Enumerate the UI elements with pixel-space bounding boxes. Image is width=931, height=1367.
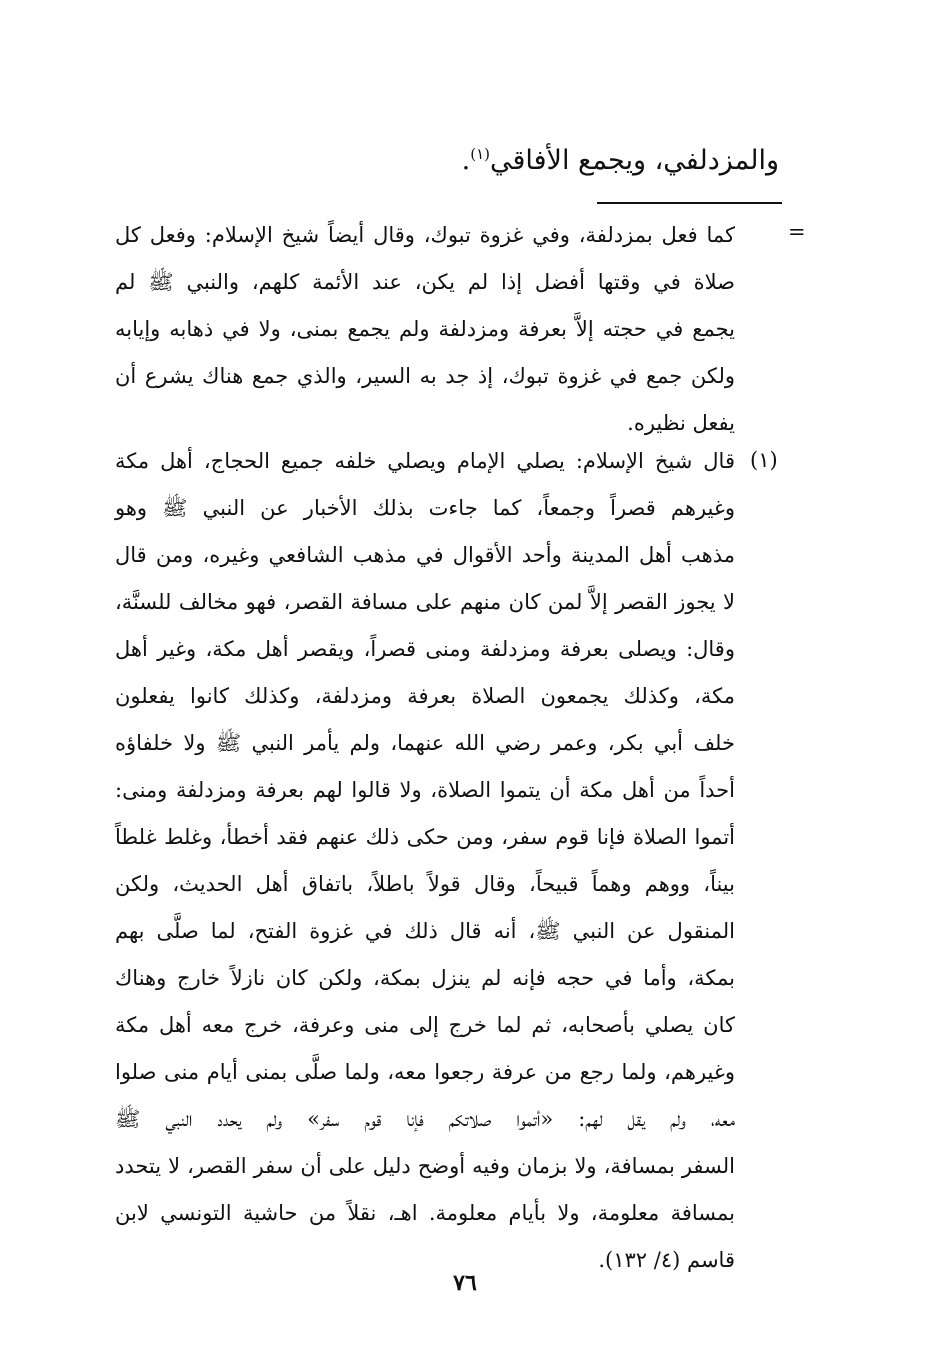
footnote-line: بمكة، وأما في حجه فإنه لم ينزل بمكة، ولكن كان نازلاً خارج وهناك bbox=[115, 966, 735, 990]
footnote-line: لا يجوز القصر إلاَّ لمن كان منهم على مسافة القصر، فهو مخالف للسنَّة، bbox=[115, 590, 735, 614]
footnote-line: بمسافة معلومة، ولا بأيام معلومة. اهـ، نقلاً من حاشية التونسي لابن bbox=[115, 1201, 735, 1225]
footnote-line: يفعل نظيره. bbox=[627, 411, 735, 435]
footnote-marker: (١) bbox=[750, 448, 778, 472]
footnote-separator bbox=[597, 202, 782, 204]
footnote-line: صلاة في وقتها أفضل إذا لم يكن، عند الأئمة كلهم، والنبي ﷺ لم bbox=[115, 270, 735, 294]
page-number: ٧٦ bbox=[453, 1270, 477, 1296]
footnote-line: قاسم (٤/ ١٣٢). bbox=[598, 1248, 735, 1272]
footnote-line: أحداً من أهل مكة أن يتموا الصلاة، ولا قالوا لهم بعرفة ومزدلفة ومنى: bbox=[115, 778, 735, 802]
footnote-line: المنقول عن النبي ﷺ، أنه قال ذلك في غزوة الفتح، لما صلَّى بهم bbox=[115, 919, 735, 943]
footnote-line: مذهب أهل المدينة وأحد الأقوال في مذهب الشافعي وغيره، ومن قال bbox=[115, 543, 735, 567]
continuation-marker: = bbox=[788, 220, 806, 244]
footnote-line: يجمع في حجته إلاَّ بعرفة ومزدلفة ولم يجمع بمنى، ولا في ذهابه وإيابه bbox=[115, 317, 735, 341]
footnote-reference: (١) bbox=[470, 145, 491, 163]
footnote-continuation bbox=[115, 212, 735, 447]
footnote-1 bbox=[115, 438, 735, 1284]
footnote-line: وقال: ويصلى بعرفة ومزدلفة ومنى قصراً، ويقصر أهل مكة، وغير أهل bbox=[115, 637, 735, 661]
footnote-line: كما فعل بمزدلفة، وفي غزوة تبوك، وقال أيضاً شيخ الإسلام: وفعل كل bbox=[115, 223, 735, 247]
main-text-body: والمزدلفي، ويجمع الأفاقي bbox=[490, 145, 779, 176]
footnote-line: بيناً، ووهم وهماً قبيحاً، وقال قولاً باطلاً، باتفاق أهل الحديث، ولكن bbox=[115, 872, 735, 896]
main-text-line bbox=[179, 128, 779, 187]
footnote-line: أتموا الصلاة فإنا قوم سفر، ومن حكى ذلك عنهم فقد أخطأ، وغلط غلطاً bbox=[115, 825, 735, 849]
footnote-line: وغيرهم، ولما رجع من عرفة رجعوا معه، ولما صلَّى بمنى أيام منى صلوا bbox=[115, 1060, 735, 1084]
footnote-line: ولكن جمع في غزوة تبوك، إذ جد به السير، والذي جمع هناك يشرع أن bbox=[115, 364, 735, 388]
footnote-line: خلف أبي بكر، وعمر رضي الله عنهما، ولم يأمر النبي ﷺ ولا خلفاؤه bbox=[115, 731, 735, 755]
footnote-line: السفر بمسافة، ولا بزمان وفيه أوضح دليل على أن سفر القصر، لا يتحدد bbox=[115, 1154, 735, 1178]
main-text-end: . bbox=[461, 145, 471, 176]
footnote-line: معه، ولم يقل لهم: «أتموا صلاتكم فإنا قوم سفر» ولم يحدد النبي ﷺ bbox=[115, 1107, 735, 1131]
footnote-line: قال شيخ الإسلام: يصلي الإمام ويصلي خلفه جميع الحجاج، أهل مكة bbox=[115, 449, 735, 473]
footnote-line: مكة، وكذلك يجمعون الصلاة بعرفة ومزدلفة، وكذلك كانوا يفعلون bbox=[115, 684, 735, 708]
footnote-line: كان يصلي بأصحابه، ثم لما خرج إلى منى وعرفة، خرج معه أهل مكة bbox=[115, 1013, 735, 1037]
footnote-line: وغيرهم قصراً وجمعاً، كما جاءت بذلك الأخبار عن النبي ﷺ وهو bbox=[115, 496, 735, 520]
